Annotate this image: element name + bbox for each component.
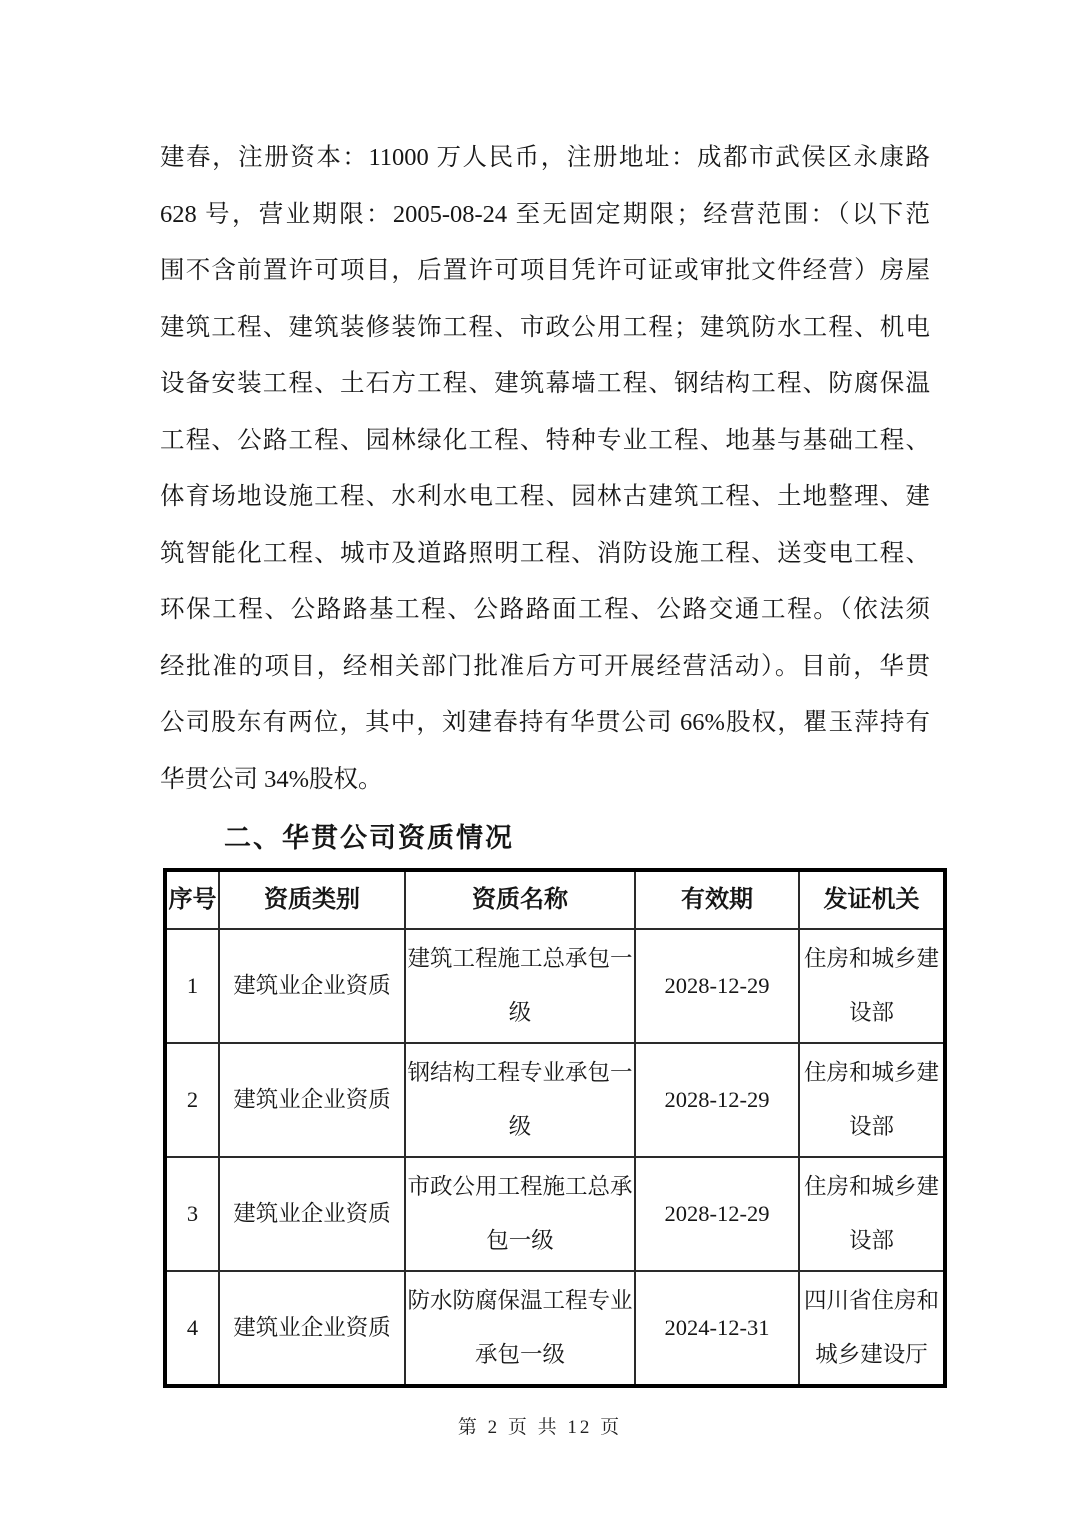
cell-name: 防水防腐保温工程专业承包一级 [405, 1271, 635, 1386]
cell-issuer: 住房和城乡建设部 [799, 929, 945, 1043]
cell-validity: 2028-12-29 [635, 1157, 799, 1271]
cell-issuer: 住房和城乡建设部 [799, 1043, 945, 1157]
header-cell-seq: 序号 [165, 870, 219, 929]
paragraph-line: 工程、公路工程、园林绿化工程、特种专业工程、地基与基础工程、 [160, 426, 930, 454]
cell-category: 建筑业企业资质 [219, 1043, 405, 1157]
cell-validity: 2028-12-29 [635, 1043, 799, 1157]
paragraph-line: 筑智能化工程、城市及道路照明工程、消防设施工程、送变电工程、 [160, 539, 930, 567]
paragraph-line: 环保工程、公路路基工程、公路路面工程、公路交通工程。（依法须 [160, 596, 930, 623]
cell-seq: 3 [165, 1157, 219, 1271]
cell-name: 市政公用工程施工总承包一级 [405, 1157, 635, 1271]
paragraph-line: 建春，注册资本：11000 万人民币，注册地址：成都市武侯区永康路 [160, 144, 930, 171]
cell-category: 建筑业企业资质 [219, 929, 405, 1043]
cell-validity: 2024-12-31 [635, 1271, 799, 1386]
paragraph-line: 体育场地设施工程、水利水电工程、园林古建筑工程、土地整理、建 [160, 483, 930, 510]
cell-name: 建筑工程施工总承包一级 [405, 929, 635, 1043]
paragraph-line: 围不含前置许可项目，后置许可项目凭许可证或审批文件经营）房屋 [160, 257, 930, 284]
header-cell-name: 资质名称 [405, 870, 635, 929]
paragraph-line: 华贯公司 34%股权。 [160, 765, 383, 793]
cell-seq: 1 [165, 929, 219, 1043]
paragraph-line: 经批准的项目，经相关部门批准后方可开展经营活动）。目前，华贯 [160, 652, 930, 680]
cell-seq: 2 [165, 1043, 219, 1157]
cell-validity: 2028-12-29 [635, 929, 799, 1043]
qualification-table [163, 868, 947, 1388]
cell-category: 建筑业企业资质 [219, 1271, 405, 1386]
table-row [165, 929, 945, 1043]
cell-issuer: 住房和城乡建设部 [799, 1157, 945, 1271]
table-row [165, 1157, 945, 1271]
header-cell-category: 资质类别 [219, 870, 405, 929]
paragraph-line: 公司股东有两位，其中，刘建春持有华贯公司 66%股权，瞿玉萍持有 [160, 709, 930, 736]
cell-issuer: 四川省住房和城乡建设厅 [799, 1271, 945, 1386]
body-paragraph [160, 130, 930, 808]
table-row [165, 1271, 945, 1386]
cell-seq: 4 [165, 1271, 219, 1386]
section-heading: 二、华贯公司资质情况 [224, 823, 514, 853]
cell-name: 钢结构工程专业承包一级 [405, 1043, 635, 1157]
header-cell-issuer: 发证机关 [799, 870, 945, 929]
paragraph-line: 628 号，营业期限：2005-08-24 至无固定期限；经营范围：（以下范 [160, 200, 930, 228]
header-cell-validity: 有效期 [635, 870, 799, 929]
table-row [165, 1043, 945, 1157]
table-header-row [165, 870, 945, 929]
paragraph-line: 建筑工程、建筑装修装饰工程、市政公用工程；建筑防水工程、机电 [160, 313, 930, 341]
page-footer: 第 2 页 共 12 页 [457, 1417, 623, 1438]
cell-category: 建筑业企业资质 [219, 1157, 405, 1271]
paragraph-line: 设备安装工程、土石方工程、建筑幕墙工程、钢结构工程、防腐保温 [160, 370, 930, 397]
